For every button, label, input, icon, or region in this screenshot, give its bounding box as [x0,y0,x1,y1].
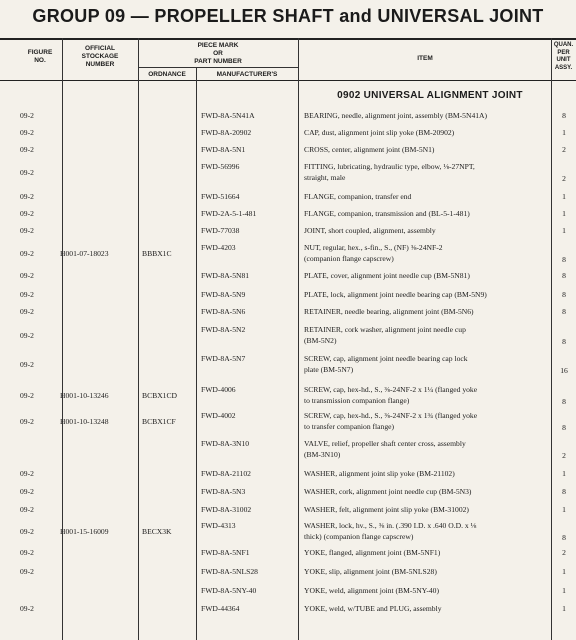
header-item: ITEM [417,55,433,62]
item-description-line: RETAINER, cork washer, alignment joint needle cup [304,325,466,334]
manufacturer-part-number: FWD-8A-5N9 [201,290,246,299]
figure-no: 09-2 [20,168,34,177]
header-subdivider [138,67,298,68]
page-title: GROUP 09 — PROPELLER SHAFT and UNIVERSAL JOINT [32,6,544,26]
item-description [304,603,549,614]
item-description-line: RETAINER, needle bearing, alignment joint (BM-5N6) [304,307,474,316]
item-description-line: YOKE, slip, alignment joint (BM-5NLS28) [304,567,437,576]
header-qty-line: QUAN. [553,42,574,48]
item-description [304,306,549,317]
item-description [304,110,549,121]
manufacturer-part-number: FWD-8A-5N1 [201,145,246,154]
item-description-line: WASHER, alignment joint slip yoke (BM-21102) [304,469,455,478]
item-description [304,324,549,346]
header-manufacturer: MANUFACTURER'S [216,71,278,78]
header-stock-line: OFFICIAL [85,45,115,52]
item-description-line: to transfer companion flange) [304,422,395,431]
item-description [304,486,549,497]
manufacturer-part-number: FWD-8A-5N2 [201,325,246,334]
item-description-line: (BM-5N2) [304,336,337,345]
item-description [304,161,549,183]
header-piece-mark [138,42,298,66]
item-description-line: VALVE, relief, propeller shaft center cross, assembly [304,439,466,448]
item-description-line: SCREW, cap, hex-hd., S., ⅜-24NF-2 x 1¾ (flanged yoke [304,411,478,420]
manufacturer-part-number: FWD-8A-20902 [201,128,252,137]
quantity-per-unit: 8 [562,255,566,264]
header-ordnance: ORDNANCE [148,71,186,78]
header-qty [551,42,576,72]
item-description [304,438,549,460]
table-header [0,38,576,81]
figure-no: 09-2 [20,226,34,235]
manufacturer-part-number: FWD-8A-5NY-40 [201,586,257,595]
manufacturer-part-number: FWD-51664 [201,192,240,201]
item-description-line: CROSS, center, alignment joint (BM-5N1) [304,145,435,154]
figure-no: 09-2 [20,192,34,201]
header-qty-line: ASSY. [554,64,573,71]
manufacturer-part-number: FWD-44364 [201,604,240,613]
header-figure [18,49,62,65]
figure-no: 09-2 [20,307,34,316]
header-piece-line: PIECE MARK [197,42,239,49]
item-description-line: CAP, dust, alignment joint slip yoke (BM-20902) [304,128,455,137]
item-description-line: (companion flange capscrew) [304,254,394,263]
figure-no: 09-2 [20,469,34,478]
quantity-per-unit: 8 [562,397,566,406]
stockage-number: H001-10-13248 [60,417,109,426]
item-description-line: plate (BM-5N7) [304,365,354,374]
item-description-line: JOINT, short coupled, alignment, assembly [304,226,436,235]
quantity-per-unit: 8 [562,307,566,316]
item-description-line: YOKE, weld, w/TUBE and PLUG, assembly [304,604,442,613]
quantity-per-unit: 8 [562,533,566,542]
manufacturer-part-number: FWD-4313 [201,521,236,530]
item-description [304,191,549,202]
figure-no: 09-2 [20,249,34,258]
manufacturer-part-number: FWD-77038 [201,226,240,235]
quantity-per-unit: 8 [562,271,566,280]
manufacturer-part-number: FWD-8A-3N10 [201,439,250,448]
stockage-number: H001-15-16009 [60,527,109,536]
item-description-line: WASHER, felt, alignment joint slip yoke (BM-31002) [304,505,469,514]
item-description [304,384,549,406]
item-description-line: SCREW, cap, hex-hd., S., ⅜-24NF-2 x 1¼ (flanged yoke [304,385,478,394]
header-stock [64,45,136,69]
section-title: 0902 UNIVERSAL ALIGNMENT JOINT [337,90,523,101]
quantity-per-unit: 1 [562,604,566,613]
manufacturer-part-number: FWD-8A-5N7 [201,354,246,363]
item-description [304,520,549,542]
item-description-line: FLANGE, companion, transfer end [304,192,412,201]
quantity-per-unit: 1 [562,505,566,514]
figure-no: 09-2 [20,290,34,299]
header-figure-line: FIGURE [27,49,53,56]
figure-no: 09-2 [20,391,34,400]
item-description [304,504,549,515]
item-description [304,225,549,236]
item-description-line: thick) (companion flange capscrew) [304,532,414,541]
manufacturer-part-number: FWD-4203 [201,243,236,252]
column-divider [551,38,552,640]
quantity-per-unit: 8 [562,423,566,432]
column-divider [138,38,139,640]
quantity-per-unit: 1 [562,192,566,201]
manufacturer-part-number: FWD-8A-5NF1 [201,548,250,557]
quantity-per-unit: 2 [562,174,566,183]
item-description-line: straight, male [304,173,346,182]
header-piece-line: PART NUMBER [194,58,242,65]
quantity-per-unit: 8 [562,111,566,120]
item-description [304,289,549,300]
figure-no: 09-2 [20,527,34,536]
item-description-line: WASHER, cork, alignment joint needle cup (BM-5N3) [304,487,472,496]
figure-no: 09-2 [20,567,34,576]
item-description [304,410,549,432]
column-divider [62,38,63,640]
quantity-per-unit: 1 [562,209,566,218]
stockage-number: H001-07-18023 [60,249,109,258]
quantity-per-unit: 2 [562,451,566,460]
ordnance-mark: BECX3K [142,527,172,536]
ordnance-mark: BCBX1CF [142,417,176,426]
item-description-line: WASHER, lock, hv., S., ⅜ in. (.390 I.D. x .640 O.D. x ⅛ [304,521,477,530]
item-description-line: YOKE, flanged, alignment joint (BM-5NF1) [304,548,441,557]
manufacturer-part-number: FWD-8A-5NLS28 [201,567,258,576]
item-description [304,242,549,264]
header-piece-line: OR [213,50,223,57]
item-description [304,468,549,479]
figure-no: 09-2 [20,271,34,280]
column-divider [196,67,197,640]
quantity-per-unit: 1 [562,128,566,137]
item-description-line: NUT, regular, hex., s-fin., S., (NF) ⅜-24NF-2 [304,243,443,252]
figure-no: 09-2 [20,417,34,426]
item-description [304,144,549,155]
header-qty-line: PER [557,49,570,56]
manufacturer-part-number: FWD-8A-5N81 [201,271,250,280]
manufacturer-part-number: FWD-8A-5N41A [201,111,255,120]
figure-no: 09-2 [20,487,34,496]
figure-no: 09-2 [20,548,34,557]
quantity-per-unit: 2 [562,548,566,557]
manufacturer-part-number: FWD-8A-5N3 [201,487,246,496]
figure-no: 09-2 [20,209,34,218]
figure-no: 09-2 [20,145,34,154]
figure-no: 09-2 [20,128,34,137]
item-description [304,270,549,281]
item-description-line: to transmission companion flange) [304,396,410,405]
item-description [304,353,549,375]
item-description-line: PLATE, lock, alignment joint needle bearing cap (BM-5N9) [304,290,487,299]
item-description-line: FLANGE, companion, transmission and (BL-5-1-481) [304,209,470,218]
item-description [304,547,549,558]
quantity-per-unit: 2 [562,145,566,154]
manufacturer-part-number: FWD-56996 [201,162,240,171]
column-divider [298,38,299,640]
header-stock-line: STOCKAGE [81,53,119,60]
quantity-per-unit: 1 [562,586,566,595]
item-description [304,208,549,219]
quantity-per-unit: 1 [562,469,566,478]
manufacturer-part-number: FWD-2A-5-1-481 [201,209,257,218]
quantity-per-unit: 8 [562,290,566,299]
manufacturer-part-number: FWD-4006 [201,385,236,394]
figure-no: 09-2 [20,604,34,613]
header-stock-line: NUMBER [85,61,115,68]
item-description [304,585,549,596]
ordnance-mark: BBBX1C [142,249,172,258]
manufacturer-part-number: FWD-8A-5N6 [201,307,246,316]
quantity-per-unit: 1 [562,567,566,576]
quantity-per-unit: 16 [560,366,568,375]
manufacturer-part-number: FWD-8A-31002 [201,505,252,514]
header-figure-line: NO. [34,57,46,64]
item-description [304,566,549,577]
quantity-per-unit: 8 [562,337,566,346]
manufacturer-part-number: FWD-8A-21102 [201,469,251,478]
figure-no: 09-2 [20,505,34,514]
figure-no: 09-2 [20,111,34,120]
figure-no: 09-2 [20,331,34,340]
manufacturer-part-number: FWD-4002 [201,411,236,420]
item-description-line: SCREW, cap, alignment joint needle bearing cap lock [304,354,468,363]
item-description-line: YOKE, weld, alignment joint (BM-5NY-40) [304,586,439,595]
item-description-line: (BM-3N10) [304,450,341,459]
item-description-line: FITTING, lubricating, hydraulic type, elbow, ⅛-27NPT, [304,162,475,171]
header-qty-line: UNIT [556,57,571,63]
item-description [304,127,549,138]
ordnance-mark: BCBX1CD [142,391,178,400]
quantity-per-unit: 1 [562,226,566,235]
item-description-line: BEARING, needle, alignment joint, assembly (BM-5N41A) [304,111,488,120]
stockage-number: H001-10-13246 [60,391,109,400]
figure-no: 09-2 [20,360,34,369]
quantity-per-unit: 8 [562,487,566,496]
item-description-line: PLATE, cover, alignment joint needle cup (BM-5N81) [304,271,470,280]
